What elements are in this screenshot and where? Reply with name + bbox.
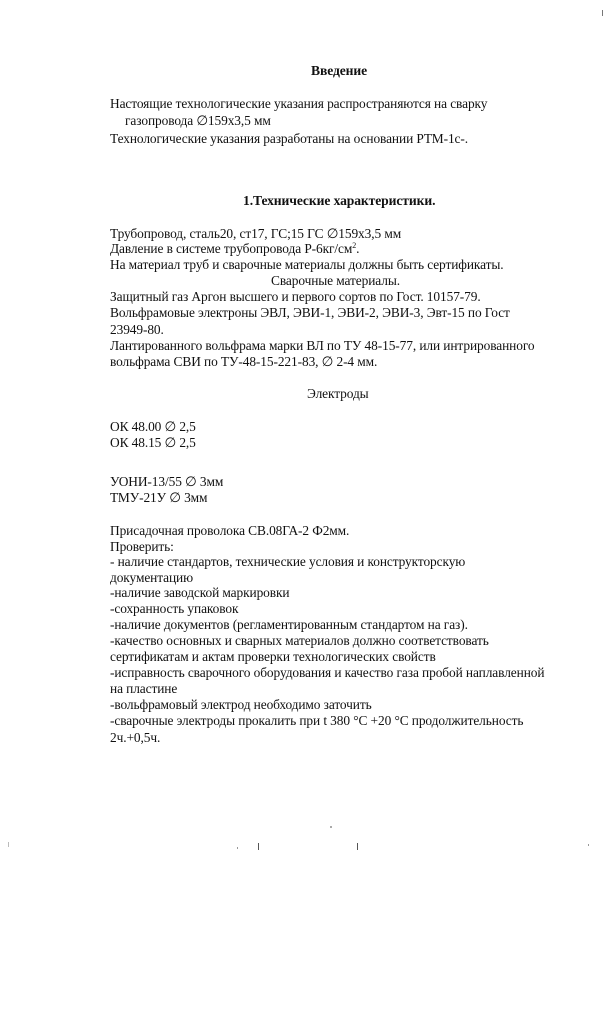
materials-line: Лантированного вольфрама марки ВЛ по ТУ 48-15-77, или интрированного — [110, 338, 535, 353]
check-line: документацию — [110, 570, 194, 585]
check-line: сертификатам и актам проверки технологических свойств — [110, 649, 436, 664]
filler-wire-line: Присадочная проволока СВ.08ГА-2 Ф2мм. — [110, 523, 350, 538]
spec-pressure-text: Давление в системе трубопровода Р-6кг/см — [110, 241, 353, 256]
materials-line: вольфрама СВИ по ТУ-48-15-221-83, ∅ 2-4 мм. — [110, 354, 378, 369]
materials-title: Сварочные материалы. — [271, 273, 400, 288]
spec-line: Трубопровод, сталь20, ст17, ГС;15 ГС ∅159х3,5 мм — [110, 226, 402, 241]
electrode-item: ОК 48.15 ∅ 2,5 — [110, 435, 196, 450]
intro-line: Настоящие технологические указания распространяются на сварку — [110, 96, 488, 111]
scan-speck — [330, 826, 332, 828]
intro-title: Введение — [311, 63, 368, 78]
section1-title: 1.Технические характеристики. — [243, 193, 436, 208]
spec-pressure-unit-exponent: 2 — [352, 241, 357, 250]
electrode-item: ОК 48.00 ∅ 2,5 — [110, 419, 196, 434]
spec-pressure-line — [110, 241, 359, 257]
intro-line: Технологические указания разработаны на основании РТМ-1с-. — [110, 131, 469, 146]
check-line: -вольфрамовый электрод необходимо заточить — [110, 697, 372, 712]
check-line: 2ч.+0,5ч. — [110, 730, 161, 745]
scan-speck — [237, 847, 238, 849]
electrode-item: ТМУ-21У ∅ 3мм — [110, 490, 208, 505]
electrode-item: УОНИ-13/55 ∅ 3мм — [110, 474, 224, 489]
check-line: -наличие заводской маркировки — [110, 585, 290, 600]
scan-speck — [602, 10, 603, 16]
check-line: -исправность сварочного оборудования и качество газа пробой наплавленной — [110, 665, 545, 680]
scan-speck — [588, 844, 589, 846]
materials-line: Защитный газ Аргон высшего и первого сортов по Гост. 10157-79. — [110, 289, 481, 304]
spec-pressure-end: . — [356, 241, 360, 256]
materials-line: 23949-80. — [110, 322, 164, 337]
scan-speck — [8, 842, 9, 847]
check-line: -сварочные электроды прокалить при t 380 °С +20 °С продолжительность — [110, 713, 524, 728]
electrodes-title: Электроды — [307, 386, 369, 401]
scan-speck — [357, 843, 358, 850]
check-line: на пластине — [110, 681, 178, 696]
check-line: -наличие документов (регламентированным стандартом на газ). — [110, 617, 468, 632]
check-line: - наличие стандартов, технические условия и конструкторскую — [110, 554, 466, 569]
scan-speck — [258, 843, 259, 850]
check-label: Проверить: — [110, 539, 174, 554]
spec-line: На материал труб и сварочные материалы должны быть сертификаты. — [110, 257, 504, 272]
materials-line: Вольфрамовые электроны ЭВЛ, ЭВИ-1, ЭВИ-2, ЭВИ-3, Эвт-15 по Гост — [110, 305, 510, 320]
check-line: -качество основных и сварных материалов должно соответствовать — [110, 633, 489, 648]
intro-line: газопровода ∅159х3,5 мм — [125, 113, 271, 128]
check-line: -сохранность упаковок — [110, 601, 239, 616]
